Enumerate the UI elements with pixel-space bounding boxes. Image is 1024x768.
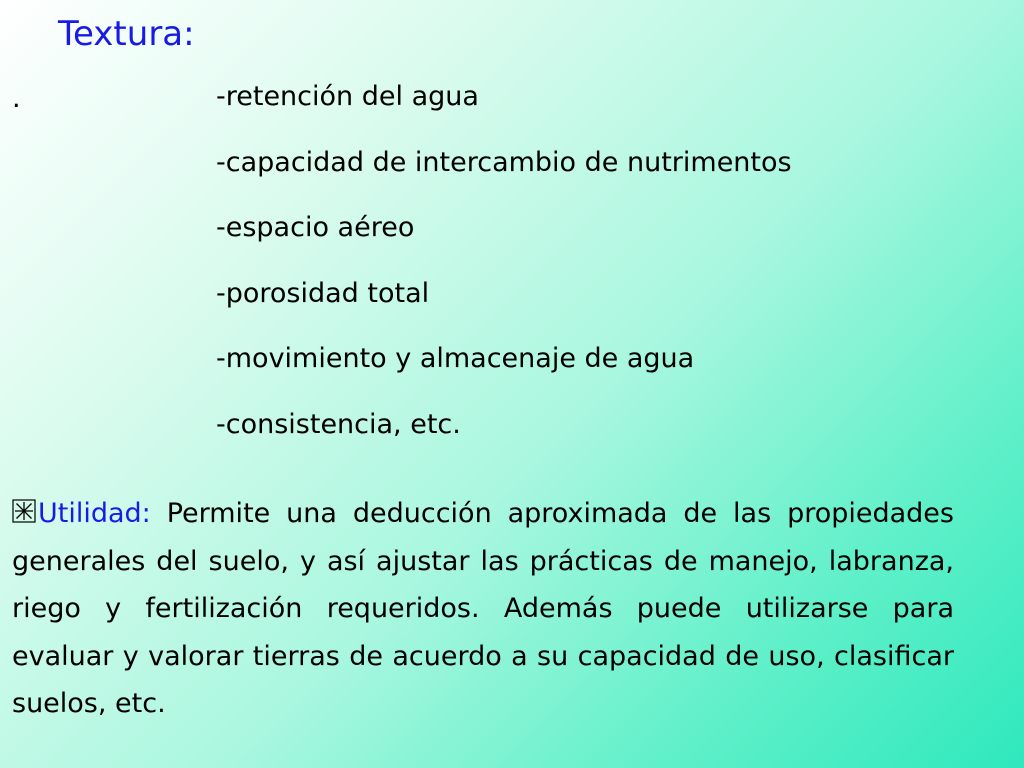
list-item: -capacidad de intercambio de nutrimentos — [216, 146, 792, 178]
utility-text: Permite una deducción aproximada de las propiedades generales del suelo, y así ajustar las prácticas de manejo, labranza, riego y fertilización requeridos. Además puede utilizarse para evaluar y valorar tierras de acuerdo a su capacidad de uso, clasificar suelos, etc. — [12, 498, 954, 720]
asterisk-box-icon — [12, 491, 36, 515]
utility-paragraph — [12, 490, 954, 728]
properties-list — [216, 80, 792, 473]
utility-label: Utilidad: — [38, 498, 151, 529]
dot-marker: . — [12, 83, 21, 114]
list-item: -porosidad total — [216, 277, 430, 309]
list-item: -consistencia, etc. — [216, 408, 461, 440]
slide-title: Textura: — [58, 14, 195, 54]
list-item: -movimiento y almacenaje de agua — [216, 343, 695, 374]
list-item: -retención del agua — [216, 81, 479, 112]
list-item: -espacio aéreo — [216, 212, 415, 243]
